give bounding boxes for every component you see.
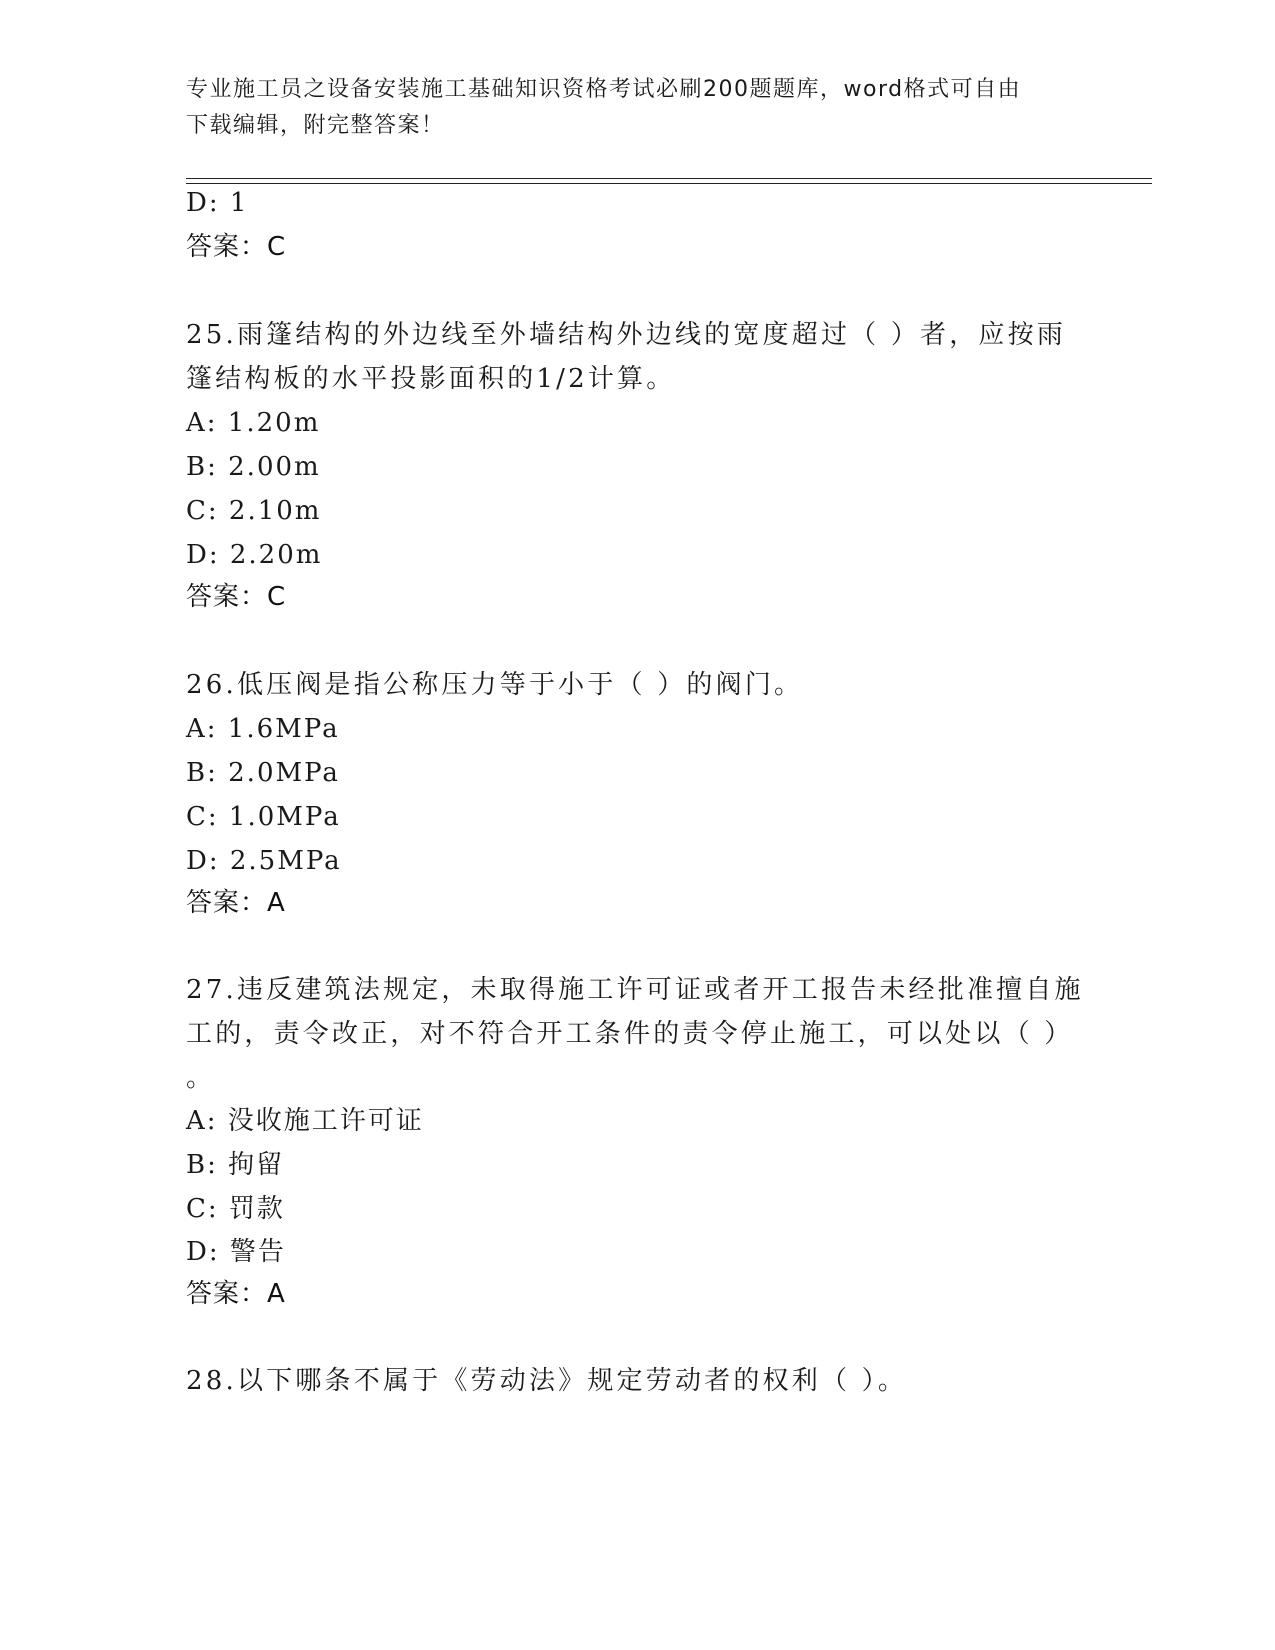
- q26-text-line-1: 26.低压阀是指公称压力等于小于（ ）的阀门。: [186, 670, 804, 700]
- header-divider-bottom: [186, 183, 1152, 184]
- q27-text-line-3: 。: [186, 1063, 215, 1093]
- prev-option-d: D: 1: [186, 188, 249, 218]
- header-title-line-1: 专业施工员之设备安装施工基础知识资格考试必刷200题题库，word格式可自由: [186, 77, 1022, 102]
- q26-option-a: A: 1.6MPa: [186, 714, 340, 744]
- q27-option-b: B: 拘留: [186, 1150, 285, 1180]
- q27-answer: 答案：A: [186, 1279, 286, 1309]
- q27-text-line-2: 工的，责令改正，对不符合开工条件的责令停止施工，可以处以（ ）: [186, 1019, 1074, 1049]
- q28-text-line-1: 28.以下哪条不属于《劳动法》规定劳动者的权利（ ）。: [186, 1366, 908, 1396]
- q27-option-a: A: 没收施工许可证: [186, 1106, 424, 1136]
- q25-text-line-1: 25.雨篷结构的外边线至外墙结构外边线的宽度超过（ ）者，应按雨: [186, 320, 1067, 350]
- q25-option-c: C: 2.10m: [186, 496, 322, 526]
- q25-option-a: A: 1.20m: [186, 408, 321, 438]
- q25-answer: 答案：C: [186, 582, 287, 612]
- page-header: [186, 72, 1066, 144]
- q25-text-line-2: 篷结构板的水平投影面积的1/2计算。: [186, 364, 676, 394]
- header-title-line-2: 下载编辑，附完整答案！: [186, 113, 445, 138]
- q27-text-line-1: 27.违反建筑法规定，未取得施工许可证或者开工报告未经批准擅自施: [186, 975, 1084, 1005]
- q26-answer: 答案：A: [186, 888, 286, 918]
- q25-option-b: B: 2.00m: [186, 452, 321, 482]
- q27-option-c: C: 罚款: [186, 1194, 285, 1224]
- q26-option-d: D: 2.5MPa: [186, 846, 342, 876]
- q27-option-d: D: 警告: [186, 1237, 286, 1267]
- prev-answer: 答案：C: [186, 232, 287, 262]
- header-divider-top: [186, 178, 1152, 179]
- q26-option-c: C: 1.0MPa: [186, 802, 341, 832]
- q25-option-d: D: 2.20m: [186, 540, 323, 570]
- q26-option-b: B: 2.0MPa: [186, 758, 340, 788]
